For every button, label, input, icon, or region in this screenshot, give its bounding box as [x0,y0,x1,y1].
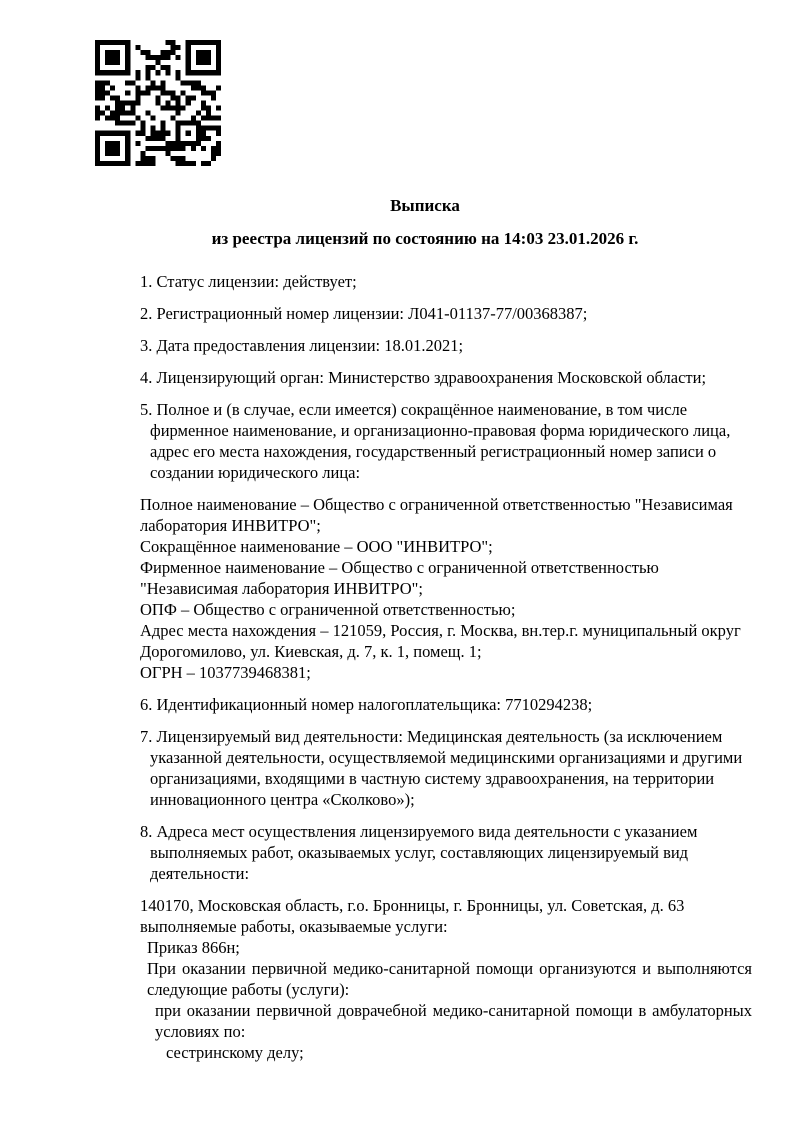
activity-address: 140170, Московская область, г.о. Бронницы, г. Бронницы, ул. Советская, д. 63 [140,896,685,915]
item-number: 8. [140,822,153,841]
item-text: Лицензирующий орган: Министерство здравоохранения Московской области; [156,368,707,387]
works-order-ref: Приказ 866н; [147,938,240,957]
qr-code-icon [95,40,221,166]
item-number: 5. [140,400,153,419]
item-licensing-authority [140,367,752,388]
company-ogrn: ОГРН – 1037739468381; [140,663,311,682]
works-nursing: сестринскому делу; [166,1043,304,1062]
works-primary-care: При оказании первичной медико-санитарной помощи организуются и выполняются следующие работы (услуги): [147,959,752,999]
item-text: Дата предоставления лицензии: 18.01.2021; [156,336,464,355]
document-title: Выписка [390,196,460,215]
document-header [100,196,750,249]
item-legal-entity-heading [140,399,752,483]
item-number: 1. [140,272,153,291]
item-number: 6. [140,695,153,714]
item-number: 7. [140,727,153,746]
item-number: 4. [140,368,153,387]
company-short-name: Сокращённое наименование – ООО "ИНВИТРО"; [140,537,493,556]
item-activity-addresses-heading [140,821,752,884]
item-text: Адреса мест осуществления лицензируемого вида деятельности с указанием выполняемых работ, оказываемых услуг, составляющих лицензируемый вид деятельности: [150,822,698,883]
item-licensed-activity [140,726,752,810]
company-brand-name: Фирменное наименование – Общество с ограниченной ответственностью "Независимая лаборатория ИНВИТРО"; [140,558,659,598]
company-address: Адрес места нахождения – 121059, Россия, г. Москва, вн.тер.г. муниципальный округ Дорогомилово, ул. Киевская, д. 7, к. 1, помещ. 1; [140,621,741,661]
item-text: Полное и (в случае, если имеется) сокращённое наименование, в том числе фирменное наименование, и организационно-правовая форма юридического лица, адрес его места нахождения, государственный регистрационный номер записи о создании юридического лица: [150,400,731,482]
item-number: 2. [140,304,153,323]
document-subtitle: из реестра лицензий по состоянию на 14:03 23.01.2026 г. [211,229,639,248]
activity-address-block [140,895,752,1063]
item-number: 3. [140,336,153,355]
item-registration-number [140,303,752,324]
works-prehospital-care: при оказании первичной доврачебной медико-санитарной помощи в амбулаторных условиях по: [155,1001,752,1041]
item-text: Регистрационный номер лицензии: Л041-01137-77/00368387; [156,304,588,323]
company-full-name: Полное наименование – Общество с ограниченной ответственностью "Независимая лаборатория ИНВИТРО"; [140,495,733,535]
company-legal-form: ОПФ – Общество с ограниченной ответственностью; [140,600,516,619]
document-body [140,271,752,1063]
item-license-status [140,271,752,292]
item-text: Статус лицензии: действует; [156,272,357,291]
company-details-block [140,494,752,683]
works-header: выполняемые работы, оказываемые услуги: [140,917,448,936]
item-grant-date [140,335,752,356]
item-text: Идентификационный номер налогоплательщика: 7710294238; [156,695,593,714]
item-taxpayer-id [140,694,752,715]
item-text: Лицензируемый вид деятельности: Медицинская деятельность (за исключением указанной деятельности, осуществляемой медицинскими организациями и другими организациями, входящими в частную систему здравоохранения, на территории инновационного центра «Сколково»); [150,727,743,809]
